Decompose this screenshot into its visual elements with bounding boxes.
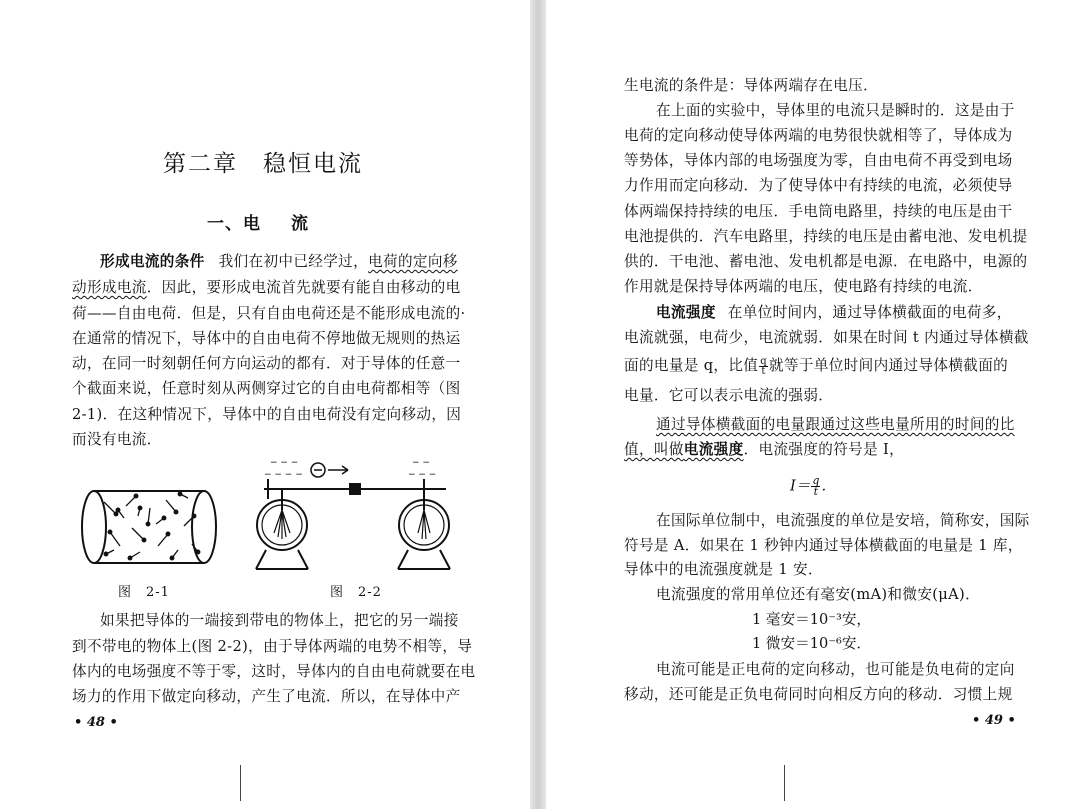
- rp-p5: 电流强度的常用单位还有毫安(mA)和微安(μA)．: [656, 586, 981, 603]
- rp-p2-line6: 电池提供的．汽车电路里，持续的电压是由蓄电池、发电机提: [624, 228, 1028, 245]
- para2-line2: 到不带电的物体上(图 2-2)，由于导体两端的电势不相等，导: [72, 638, 473, 655]
- unit-milliamp: 1 毫安＝10⁻³安，: [752, 611, 872, 628]
- definition-line1: 通过导体横截面的电量跟通过这些电量所用的时间的比: [656, 416, 1015, 433]
- svg-text:− − −: − − −: [270, 458, 299, 468]
- rp-p4-line1: 在国际单位制中，电流强度的单位是安培，简称安，国际: [656, 512, 1030, 529]
- section-word: 流: [291, 214, 309, 234]
- rp-line1: 生电流的条件是：导体两端存在电压．: [624, 77, 879, 94]
- rp-p6-line2: 移动，还可能是正负电荷同时向相反方向的移动．习惯上规: [624, 686, 1013, 703]
- rp-p4-line3: 导体中的电流强度就是 1 安．: [624, 561, 823, 578]
- rp-p2-line8: 作用就是保持导体两端的电压，使电路有持续的电流．: [624, 278, 983, 295]
- defined-term: 电流强度: [683, 441, 744, 458]
- rp-p6-line1: 电流可能是正电荷的定向移动，也可能是负电荷的定向: [656, 661, 1015, 678]
- rp-p4-line2: 符号是 A．如果在 1 秒钟内通过导体横截面的电量是 1 库，: [624, 537, 1023, 554]
- figure-2-1-conductor: [80, 488, 220, 566]
- rp-p2-line7: 供的．干电池、蓄电池、发电机都是电源．在电路中，电源的: [624, 253, 1028, 270]
- para1-line5: 动，在同一时刻朝任何方向运动的都有．对于导体的任意一: [72, 355, 461, 372]
- binding-mark-left: [240, 765, 241, 801]
- para1-line3: 荷——自由电荷．但是，只有自由电荷还是不能形成电流的·: [72, 305, 466, 322]
- page-number-left: • 48 •: [74, 715, 118, 730]
- svg-text:− − − −: − − − −: [264, 470, 303, 480]
- para1-line6: 个截面来说，任意时刻从两侧穿过它的自由电荷都相等（图: [72, 380, 461, 397]
- para1-line8: 而没有电流．: [72, 431, 162, 448]
- page-number-right: • 49 •: [972, 713, 1016, 728]
- underlined-definition: 电荷的定向移: [368, 253, 458, 270]
- book-gutter: [530, 0, 546, 809]
- para1-lead: 形成电流的条件: [100, 253, 205, 270]
- fraction-q-over-t: $\frac{q}{t}$: [760, 355, 767, 377]
- para2-line3: 体内的电场强度不等于零，这时，导体内的自由电荷就要在电: [72, 663, 476, 680]
- figure-2-1-caption: 图 2-1: [118, 585, 170, 600]
- rp-p3-line4: 电量．它可以表示电流的强弱．: [624, 387, 834, 404]
- binding-mark-right: [784, 765, 785, 801]
- rp-p3-line2: 电流就强，电荷少，电流就弱．如果在时间 t 内通过导体横截: [624, 329, 1029, 346]
- rp-p3-line3: 面的电量是 q，比值 $\frac{q}{t}$ 就等于单位时间内通过导体横截面的: [624, 355, 1009, 377]
- rp-p3-line1: 电流强度 在单位时间内，通过导体横截面的电荷多，: [656, 304, 1012, 321]
- para1-line2: 动形成电流．因此，要形成电流首先就要有能自由移动的电: [72, 279, 461, 296]
- left-page: [0, 0, 530, 809]
- para1-line4: 在通常的情况下，导体中的自由电荷不停地做无规则的热运: [72, 330, 461, 347]
- rp-p2-line4: 力作用而定向移动．为了使导体中有持续的电流，必须使导: [624, 177, 1013, 194]
- para1-line7: 2-1)．在这种情况下，导体中的自由电荷没有定向移动，因: [72, 406, 462, 423]
- figure-2-2-electroscopes: [246, 455, 476, 577]
- section-number: 一、电: [207, 214, 261, 234]
- svg-text:− − −: − − −: [408, 470, 437, 480]
- svg-text:− −: − −: [412, 458, 430, 468]
- rp-p2-line2: 电荷的定向移动使导体两端的电势很快就相等了，导体成为: [624, 127, 1013, 144]
- right-page: [546, 0, 1080, 809]
- section-heading: [207, 209, 309, 234]
- para2-line4: 场力的作用下做定向移动，产生了电流．所以，在导体中产: [72, 688, 461, 705]
- rp-p2-line3: 等势体，导体内部的电场强度为零，自由电荷不再受到电场: [624, 152, 1013, 169]
- definition-line2: 值，叫做电流强度．电流强度的符号是 I，: [624, 441, 905, 458]
- formula-current: I＝ $\frac{q}{t}$ ．: [790, 474, 837, 498]
- current-intensity-lead: 电流强度: [656, 304, 716, 321]
- chapter-title: 第二章 稳恒电流: [163, 151, 363, 177]
- para2-line1: 如果把导体的一端接到带电的物体上，把它的另一端接: [100, 612, 459, 629]
- figure-2-2-caption: 图 2-2: [330, 585, 382, 600]
- para1-line1: 形成电流的条件 我们在初中已经学过，电荷的定向移: [100, 253, 458, 270]
- rp-p2-line5: 体两端保持持续的电压．手电筒电路里，持续的电压是由干: [624, 203, 1013, 220]
- unit-microamp: 1 微安＝10⁻⁶安．: [752, 635, 872, 652]
- rp-p2-line1: 在上面的实验中，导体里的电流只是瞬时的．这是由于: [656, 102, 1015, 119]
